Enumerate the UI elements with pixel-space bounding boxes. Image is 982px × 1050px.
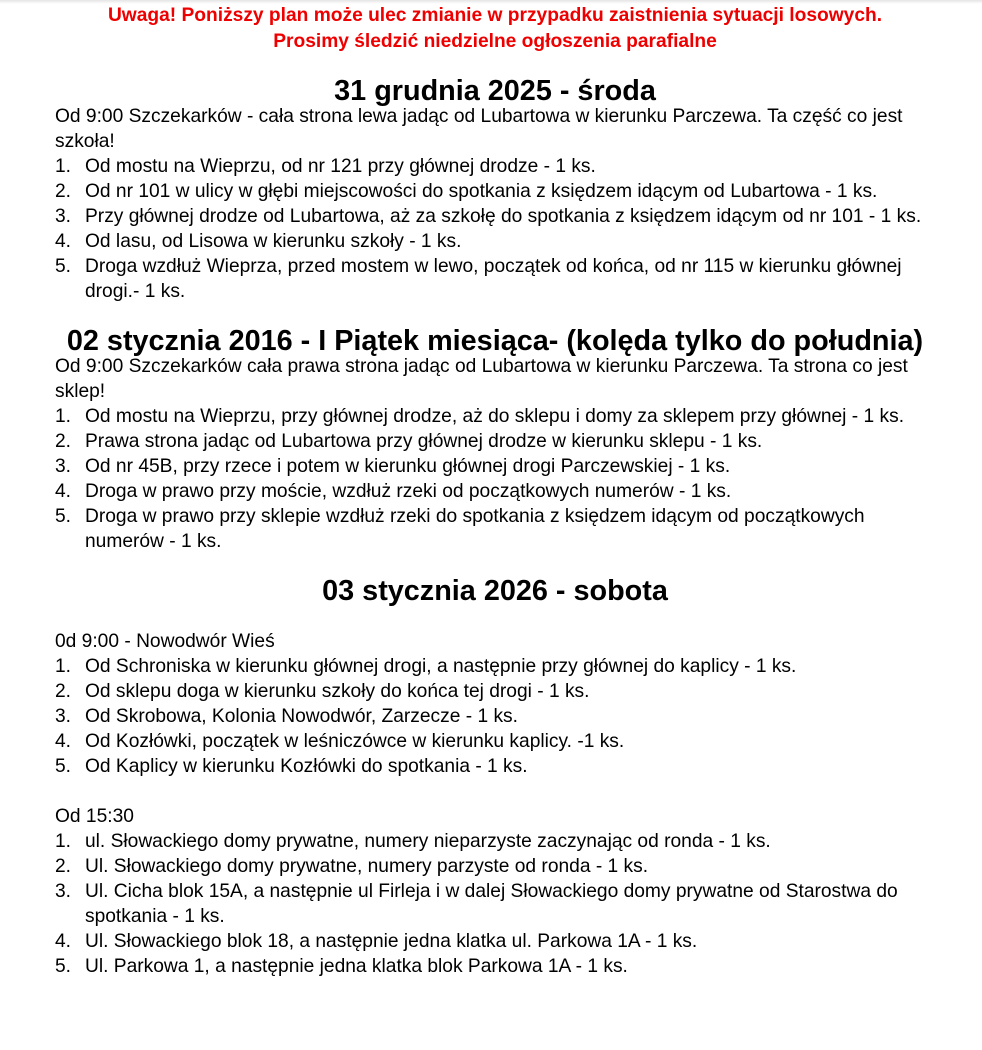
item-number: 3. (55, 456, 72, 477)
item-number: 4. (55, 731, 72, 752)
list-item (55, 954, 935, 979)
route-list (55, 654, 935, 779)
item-number: 2. (55, 431, 72, 452)
section-title: 02 stycznia 2016 - I Piątek miesiąca- (kolęda tylko do południa) (66, 325, 924, 357)
item-text: Od mostu na Wieprzu, od nr 121 przy głównej drodze - 1 ks. (85, 156, 596, 177)
section-intro: Od 9:00 Szczekarków - cała strona lewa jadąc od Lubartowa w kierunku Parczewa. Ta część co jest szkoła! (55, 106, 903, 152)
item-text: Od nr 101 w ulicy w głębi miejscowości do spotkania z księdzem idącym od Lubartowa - 1 ks. (85, 181, 878, 202)
item-number: 5. (55, 506, 72, 527)
item-text: Przy głównej drodze od Lubartowa, aż za szkołę do spotkania z księdzem idącym od nr 101 - 1 ks. (85, 206, 922, 227)
item-number: 1. (55, 156, 72, 177)
schedule-section-dec-31 (55, 75, 935, 304)
item-number: 1. (55, 406, 72, 427)
item-number: 5. (55, 756, 72, 777)
item-number: 4. (55, 231, 72, 252)
list-item (55, 679, 935, 704)
list-item (55, 929, 935, 954)
list-item (55, 204, 935, 229)
section-title: 31 grudnia 2025 - środa (334, 75, 656, 107)
section-intro: 0d 9:00 - Nowodwór Wieś (55, 631, 275, 652)
list-item (55, 504, 935, 554)
section-intro: Od 15:30 (55, 806, 134, 827)
item-number: 2. (55, 856, 72, 877)
item-text: Ul. Słowackiego domy prywatne, numery parzyste od ronda - 1 ks. (85, 856, 649, 877)
item-text: Od Skrobowa, Kolonia Nowodwór, Zarzecze - 1 ks. (85, 706, 518, 727)
section-intro: Od 9:00 Szczekarków cała prawa strona jadąc od Lubartowa w kierunku Parczewa. Ta strona co jest sklep! (55, 356, 908, 402)
item-number: 5. (55, 956, 72, 977)
item-text: Od mostu na Wieprzu, przy głównej drodze, aż do sklepu i domy za sklepem przy głównej - 1 ks. (85, 406, 905, 427)
item-number: 4. (55, 931, 72, 952)
list-item (55, 154, 935, 179)
list-item (55, 254, 935, 304)
item-text: Od Kozłówki, początek w leśniczówce w kierunku kaplicy. -1 ks. (85, 731, 625, 752)
item-text: Droga wzdłuż Wieprza, przed mostem w lewo, początek od końca, od nr 115 w kierunku głównej drogi.- 1 ks. (85, 256, 902, 302)
route-list (55, 829, 935, 979)
document-page (55, 3, 935, 979)
item-text: Od nr 45B, przy rzece i potem w kierunku głównej drogi Parczewskiej - 1 ks. (85, 456, 731, 477)
item-text: Droga w prawo przy moście, wzdłuż rzeki od początkowych numerów - 1 ks. (85, 481, 732, 502)
list-item (55, 879, 935, 929)
item-text: Od sklepu doga w kierunku szkoły do końca tej drogi - 1 ks. (85, 681, 590, 702)
item-number: 2. (55, 181, 72, 202)
route-list (55, 404, 935, 554)
list-item (55, 479, 935, 504)
warning-notice: Uwaga! Poniższy plan może ulec zmianie w przypadku zaistnienia sytuacji losowych. Prosimy śledzić niedzielne ogłoszenia parafialne (107, 5, 883, 52)
item-number: 1. (55, 831, 72, 852)
spacer (55, 604, 935, 629)
item-number: 5. (55, 256, 72, 277)
list-item (55, 704, 935, 729)
item-text: ul. Słowackiego domy prywatne, numery nieparzyste zaczynając od ronda - 1 ks. (85, 831, 771, 852)
spacer (55, 779, 935, 804)
schedule-section-jan-03 (55, 575, 935, 979)
item-text: Prawa strona jadąc od Lubartowa przy głównej drodze w kierunku sklepu - 1 ks. (85, 431, 763, 452)
item-number: 1. (55, 656, 72, 677)
item-text: Od Schroniska w kierunku głównej drogi, a następnie przy głównej do kaplicy - 1 ks. (85, 656, 797, 677)
list-item (55, 179, 935, 204)
item-number: 4. (55, 481, 72, 502)
list-item (55, 754, 935, 779)
schedule-section-jan-02 (55, 325, 935, 554)
list-item (55, 654, 935, 679)
item-text: Ul. Słowackiego blok 18, a następnie jedna klatka ul. Parkowa 1A - 1 ks. (85, 931, 698, 952)
list-item (55, 854, 935, 879)
list-item (55, 404, 935, 429)
section-title: 03 stycznia 2026 - sobota (322, 575, 668, 607)
item-number: 3. (55, 206, 72, 227)
list-item (55, 729, 935, 754)
item-text: Droga w prawo przy sklepie wzdłuż rzeki do spotkania z księdzem idącym od początkowych numerów - 1 ks. (85, 506, 865, 552)
item-number: 2. (55, 681, 72, 702)
item-number: 3. (55, 881, 72, 902)
list-item (55, 829, 935, 854)
item-text: Od lasu, od Lisowa w kierunku szkoły - 1 ks. (85, 231, 462, 252)
list-item (55, 229, 935, 254)
item-text: Ul. Cicha blok 15A, a następnie ul Firleja i w dalej Słowackiego domy prywatne od Starostwa do spotkania - 1 ks. (85, 881, 898, 927)
list-item (55, 454, 935, 479)
item-number: 3. (55, 706, 72, 727)
item-text: Od Kaplicy w kierunku Kozłówki do spotkania - 1 ks. (85, 756, 528, 777)
item-text: Ul. Parkowa 1, a następnie jedna klatka blok Parkowa 1A - 1 ks. (85, 956, 628, 977)
list-item (55, 429, 935, 454)
route-list (55, 154, 935, 304)
